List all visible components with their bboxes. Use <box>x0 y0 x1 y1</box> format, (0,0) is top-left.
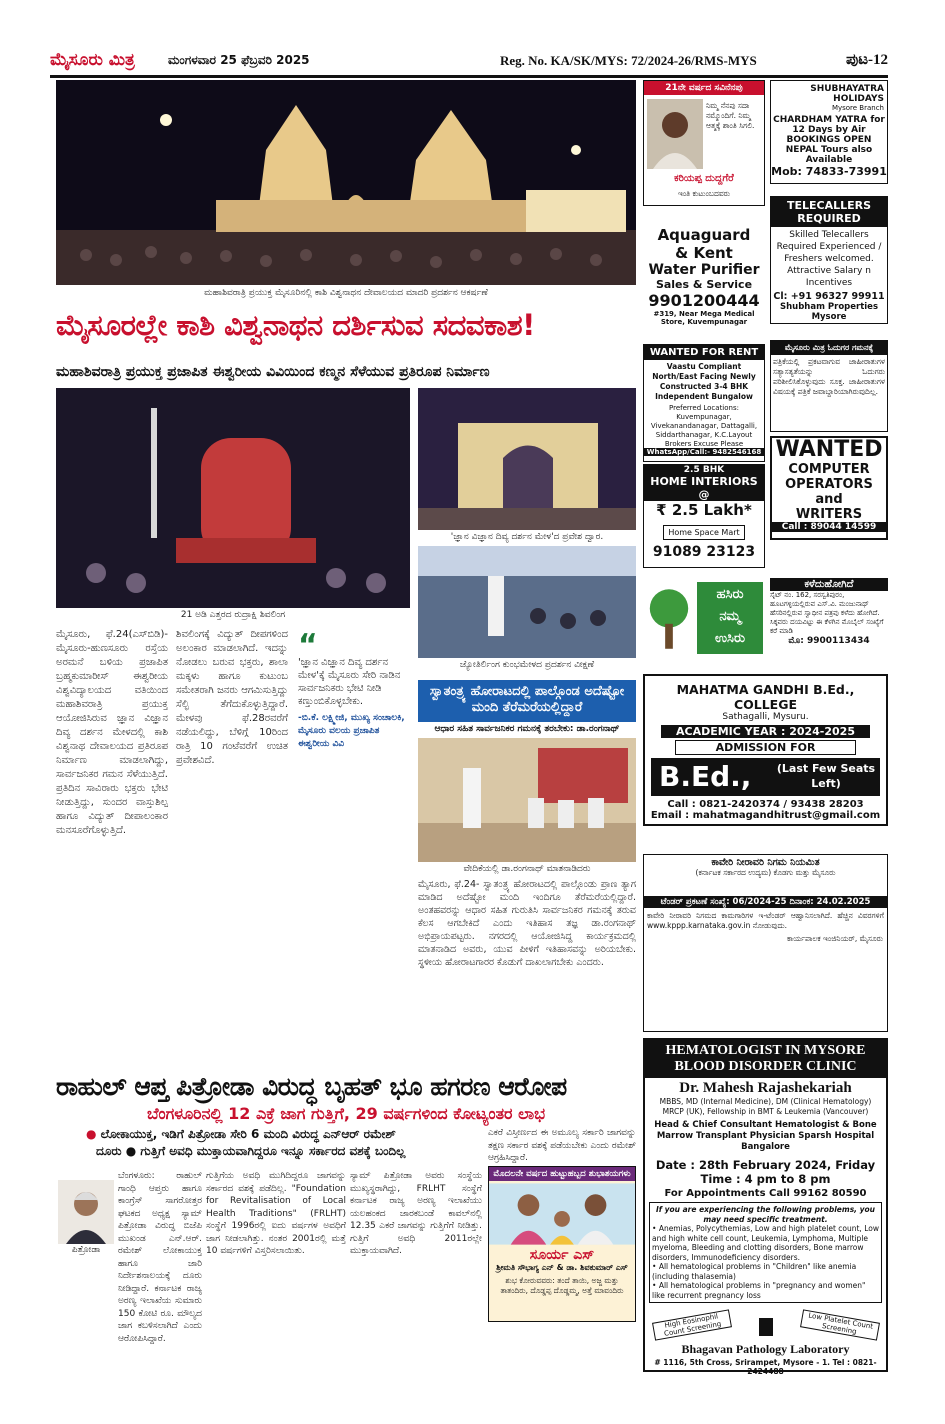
clinic-date: Date : 28th February 2024, Friday <box>655 1158 876 1172</box>
wanted-line1: COMPUTER <box>788 462 870 477</box>
shivalinga-caption: 21 ಅಡಿ ಎತ್ತರದ ರುದ್ರಾಕ್ಷಿ ಶಿವಲಿಂಗ <box>180 610 286 620</box>
tender-notice: ಟೆಂಡರ್ ಪ್ರಕಟಣೆ ಸಂಖ್ಯೆ: 06/2024-25 ದಿನಾಂಕ: 24.02.2025 <box>644 896 887 908</box>
college-admission: ADMISSION FOR <box>675 740 856 755</box>
lead-body-col1: ಮೈಸೂರು, ಫೆ.24(ಎಸ್‌ಬಿಡಿ)- ಮೈಸೂರು-ಹುಣಸೂರು ರಸ್ತೆಯ ಅರಮನೆ ಬಳಿಯ ಪ್ರಜಾಪಿತ ಬ್ರಹ್ಮಕುಮಾರೀಸ್ ಈಶ್ವರೀಯ ವಿಶ್ವವಿದ್ಯಾಲಯದ ವತಿಯಿಂದ ಮಹಾಶಿವರಾತ್ರಿ ಪ್ರಯುಕ್ತ ಆಯೋಜಿಸಿರುವ ಜ್ಞಾನ ವಿಜ್ಞಾನ ದಿವ್ಯ ದರ್ಶನ ಮೇಳದಲ್ಲಿ ಕಾಶಿ ವಿಶ್ವನಾಥ ದೇವಾಲಯದ ಪ್ರತಿರೂಪ ನಿರ್ಮಾಣ ಮಾಡಲಾಗಿದ್ದು, ಸಾರ್ವಜನಿಕರ ಗಮನ ಸೆಳೆಯುತ್ತಿದೆ. ಪ್ರತಿದಿನ ಸಾವಿರಾರು ಭಕ್ತರು ಭೇಟಿ ನೀಡುತ್ತಿದ್ದು, ಸುಂದರ ವಾಸ್ತುಶಿಲ್ಪ ಹಾಗೂ ವಿದ್ಯುತ್ ದೀಪಾಲಂಕಾರ ಮನಸೂರೆಗೊಳ್ಳುತ್ತಿದೆ. <box>56 629 168 836</box>
lost-body: ಸೈಟ್ ನಂ. 162, ಸರಸ್ವತಿಪುರಂ, ಹೂಟಗಳ್ಳಿಯಲ್ಲಿರುವ ಎಸ್.ವಿ. ಮಂಜುನಾಥ್ ಹೆಸರಿನಲ್ಲಿರುವ ಸ್ವಾಧೀನ ಪತ್ರವು ಕಳೆದು ಹೋಗಿದೆ. ಸಿಕ್ಕವರು ದಯವಿಟ್ಟು ಈ ಕೆಳಗಿನ ಮೊಬೈಲ್ ಸಂಖ್ಯೆಗೆ ಕರೆ ಮಾಡಿ <box>770 591 884 635</box>
telecaller-phone: Cl: +91 96327 99911 <box>773 291 885 302</box>
college-title: MAHATMA GANDHI B.Ed., COLLEGE <box>676 682 855 712</box>
tribute-name: ಕರಿಯಪ್ಪ ದುದ್ದಗೆರೆ <box>674 173 734 184</box>
story2-subhead: ಬೆಂಗಳೂರಿನಲ್ಲಿ 12 ಎಕ್ರೆ ಜಾಗ ಗುತ್ತಿಗೆ, 29 ವರ್ಷಗಳಿಂದ ಕೋಟ್ಯಂತರ ಲಾಭ <box>146 1104 546 1123</box>
water-line2: & Kent <box>675 244 733 262</box>
college-year: ACADEMIC YEAR : 2024-2025 <box>661 725 870 738</box>
rent-title: WANTED FOR RENT <box>644 345 764 360</box>
rent-phone: WhatsApp/Call:- 9482546168 <box>644 448 764 456</box>
wanted-title: WANTED <box>775 437 883 462</box>
clinic-doctor: Dr. Mahesh Rajashekariah <box>679 1080 852 1096</box>
speaker-illustration <box>418 738 636 862</box>
tender-signoff: ಕಾರ್ಯಪಾಲಕ ಇಂಜಿನಿಯರ್, ಮೈಸೂರು <box>787 934 883 943</box>
entrance-gate-caption: 'ಜ್ಞಾನ ವಿಜ್ಞಾನ ದಿವ್ಯ ದರ್ಶನ ಮೇಳ'ದ ಪ್ರವೇಶ ದ್ವಾರ. <box>450 532 604 542</box>
kumbhamela-illustration <box>418 546 636 658</box>
green-line3: ಉಸಿರು <box>715 631 745 646</box>
clinic-symptoms-box <box>649 1202 882 1303</box>
clinic-time: Time : 4 pm to 8 pm <box>700 1172 831 1186</box>
lost-document-ad <box>770 578 888 658</box>
side-story-byline: ಆಧಾರ ಸಹಿತ ಸಾರ್ವಜನಿಕರ ಗಮನಕ್ಕೆ ತರಬೇಕು: ಡಾ.ರಂಗನಾಥ್ <box>434 724 620 734</box>
travel-branch: Mysore Branch <box>831 104 884 112</box>
green-box <box>697 582 763 654</box>
green-line2: ನಮ್ಮ <box>719 609 741 624</box>
entrance-gate-illustration <box>418 388 636 530</box>
clinic-symptom3: • All hematological problems in "pregnancy and women" like recurrent pregnancy loss <box>652 1281 866 1300</box>
bullet-icon: ● <box>86 1127 97 1141</box>
clinic-role: Head & Chief Consultant Hematologist & Bone Marrow Transplant Physician Sparsh Hospital Bangalore <box>654 1120 877 1152</box>
telecaller-title: TELECALLERS REQUIRED <box>771 197 887 227</box>
college-seats: (Last Few Seats Left) <box>776 762 876 790</box>
lead-body-col2: ಶಿವಲಿಂಗಕ್ಕೆ ವಿದ್ಯುತ್ ದೀಪಗಳಿಂದ ಅಲಂಕಾರ ಮಾಡಲಾಗಿದೆ. ಇದನ್ನು ನೋಡಲು ಬರುವ ಭಕ್ತರು, ಶಾಲಾ ಮಕ್ಕಳು ಹಾಗೂ ಕುಟುಂಬ ಸಮೇತರಾಗಿ ಜನರು ಆಗಮಿಸುತ್ತಿದ್ದು ಸೆಲ್ಫಿ ತೆಗೆದುಕೊಳ್ಳುತ್ತಿದ್ದಾರೆ. ಮೇಳವು ಫೆ.28ರವರೆಗೆ ನಡೆಯಲಿದ್ದು, ಬೆಳಿಗ್ಗೆ 10ರಿಂದ ರಾತ್ರಿ 10 ಗಂಟೆವರೆಗೆ ಉಚಿತ ಪ್ರವೇಶವಿದೆ. <box>176 629 288 766</box>
clinic-appointments: For Appointments Call 99162 80590 <box>664 1188 867 1199</box>
masthead-logo: ಮೈಸೂರು ಮಿತ್ರ <box>50 50 135 70</box>
masthead-bar <box>50 48 888 74</box>
registration-number: Reg. No. KA/SK/MYS: 72/2024-26/RMS-MYS <box>500 53 757 68</box>
notice-title: ಮೈಸೂರು ಮಿತ್ರ ಓದುಗರ ಗಮನಕ್ಕೆ <box>771 341 887 355</box>
lost-title: ಕಳೆದುಹೋಗಿದೆ <box>770 578 888 591</box>
story2-headline: ರಾಹುಲ್ ಆಪ್ತ ಪಿತ್ರೋಡಾ ವಿರುದ್ಧ ಬೃಹತ್ ಭೂ ಹಗರಣ ಆರೋಪ <box>56 1072 567 1101</box>
birthday-parents: ಶ್ರೀಮತಿ ಸೌಭಾಗ್ಯ ಎನ್ & ಡಾ. ಶಿವಕುಮಾರ್ ಎಸ್ <box>496 1263 628 1272</box>
tribute-title: 21ನೇ ವರ್ಷದ ಸವಿನೆನಪು <box>644 81 764 95</box>
travel-phone: Mob: 74833-73991 <box>771 165 887 178</box>
telecaller-body: Skilled Telecallers Required Experienced / Freshers welcomed. Attractive Salary n Incentives <box>776 230 882 288</box>
wanted-ad <box>770 436 888 540</box>
water-address: #319, Near Mega Medical Store, Kuvempunagar <box>653 310 755 326</box>
kumbhamela-photo <box>418 546 636 658</box>
shivalinga-photo <box>56 388 410 608</box>
side-story-headline: ಸ್ವಾತಂತ್ರ್ಯ ಹೋರಾಟದಲ್ಲಿ ಪಾಲ್ಗೊಂಡ ಅದೆಷ್ಟೋ ಮಂದಿ ತೆರೆಮರೆಯಲ್ಲಿದ್ದಾರೆ <box>418 680 636 722</box>
green-line1: ಹಸಿರು <box>716 587 744 602</box>
tender-title: ಕಾವೇರಿ ನೀರಾವರಿ ನಿಗಮ ನಿಯಮಿತ <box>711 857 820 868</box>
story2-bullet2: ದೂರು ● ಗುತ್ತಿಗೆ ಅವಧಿ ಮುಕ್ತಾಯವಾಗಿದ್ದರೂ ಇನ್ನೂ ಸರ್ಕಾರದ ವಶಕ್ಕೆ ಬಂದಿಲ್ಲ <box>96 1144 406 1158</box>
family-photo <box>489 1183 635 1245</box>
water-line3: Water Purifier <box>648 262 760 278</box>
interior-line1: 2.5 BHK <box>644 465 764 475</box>
travel-line1: CHARDHAM YATRA for 12 Days by Air <box>773 115 885 135</box>
temple-photo-caption: ಮಹಾಶಿವರಾತ್ರಿ ಪ್ರಯುಕ್ತ ಮೈಸೂರಿನಲ್ಲಿ ಕಾಶಿ ವಿಶ್ವನಾಥನ ದೇವಾಲಯದ ಮಾದರಿ ಪ್ರದರ್ಶನ ಆಕರ್ಷಣೆ <box>204 288 488 298</box>
water-purifier-ad <box>643 226 765 330</box>
interior-price: ₹ 2.5 Lakh* <box>656 501 752 519</box>
telecaller-company: Shubham Properties Mysore <box>779 302 878 322</box>
college-course: B.Ed., <box>659 760 752 793</box>
kumbhamela-caption: ಜ್ಯೋತಿರ್ಲಿಂಗ ಕುಂಭಮೇಳದ ಪ್ರದರ್ಶನ ವೀಕ್ಷಣೆ <box>459 660 595 670</box>
clinic-title2: BLOOD DISORDER CLINIC <box>674 1059 857 1074</box>
pitroda-photo <box>58 1180 114 1244</box>
clinic-symptom1: • Anemias, Polycythemias, Low and high platelet count, Low and high white cell count, Leukemia, Lymphoma, Multiple myeloma, Bleeding and clotting disorders, Bone marrow disorders, Immunodeficiency disorders. <box>652 1224 879 1262</box>
travel-line2: BOOKINGS OPEN <box>786 135 872 145</box>
tribute-text: ನಿಮ್ಮ ನೆನಪು ಸದಾ ನಮ್ಮೊಂದಿಗೆ. ನಿಮ್ಮ ಆತ್ಮಕ್ಕೆ ಶಾಂತಿ ಸಿಗಲಿ. <box>706 101 755 130</box>
lost-phone: ಮೊ: 9900113434 <box>788 636 870 646</box>
story2-col2: ಗುತ್ತಿಗೆಯ ಅವಧಿ ಮುಗಿದಿದ್ದರೂ ಜಾಗವನ್ನು ಸರ್ಕಾರದ ವಶಕ್ಕೆ ಪಡೆದಿಲ್ಲ. "Foundation for Revitalisation of Local Health Traditions" (FRLHT) ಸಂಸ್ಥೆಗೆ 1996ರಲ್ಲಿ ಐದು ವರ್ಷಗಳ ಅವಧಿಗೆ ಜಾಗ ನೀಡಲಾಗಿತ್ತು. ನಂತರ 2001ರಲ್ಲಿ ಮತ್ತೆ 10 ವರ್ಷಗಳಿಗೆ ವಿಸ್ತರಿಸಲಾಯಿತು. <box>206 1171 346 1256</box>
travel-brand: SHUBHAYATRA HOLIDAYS <box>810 84 884 104</box>
tender-subtitle: (ಕರ್ನಾಟಕ ಸರ್ಕಾರದ ಉದ್ಯಮ) ಕೊಡಗು ಮತ್ತು ಮೈಸೂರು <box>695 868 836 877</box>
lab-logo-icon <box>759 1318 773 1336</box>
wanted-line2: OPERATORS <box>785 477 873 492</box>
travel-line3: NEPAL Tours also Available <box>785 145 873 165</box>
rent-body: Vaastu Compliant North/East Facing Newly Constructed 3-4 BHK Independent Bungalow <box>652 362 756 401</box>
lead-quote <box>298 628 410 751</box>
birthday-wishes: ಶುಭ ಕೋರುವವರು: ತಂದೆ ತಾಯಿ, ಅಜ್ಜ ಮತ್ತು ತಾತಂದಿರು, ದೊಡ್ಡಪ್ಪ ದೊಡ್ಡಮ್ಮ, ಅತ್ತೆ ಮಾವಂದಿರು <box>500 1276 624 1295</box>
quote-mark: “ <box>298 628 318 663</box>
college-course-box <box>651 758 880 796</box>
speaker-caption: ವೇದಿಕೆಯಲ್ಲಿ ಡಾ.ರಂಗನಾಥ್ ಮಾತನಾಡಿದರು <box>463 864 591 874</box>
wanted-line3: and <box>815 492 843 507</box>
story2-col1: ಬೆಂಗಳೂರು: ರಾಹುಲ್ ಗಾಂಧಿ ಆಪ್ತರು ಹಾಗೂ ಕಾಂಗ್ರೆಸ್ ಸಾಗರೋತ್ತರ ಘಟಕದ ಅಧ್ಯಕ್ಷ ಸ್ಯಾಮ್ ಪಿತ್ರೋಡಾ ವಿರುದ್ಧ ಬಿಜೆಪಿ ಮುಖಂಡ ಎನ್.ಆರ್. ರಮೇಶ್ ಲೋಕಾಯುಕ್ತ ಹಾಗೂ ಜಾರಿ ನಿರ್ದೇಶನಾಲಯಕ್ಕೆ ದೂರು ನೀಡಿದ್ದಾರೆ. ಕರ್ನಾಟಕ ರಾಜ್ಯ ಅರಣ್ಯ ಇಲಾಖೆಯ ಸುಮಾರು 150 ಕೋಟಿ ರೂ. ಮೌಲ್ಯದ ಜಾಗ ಕಬಳಿಸಲಾಗಿದೆ ಎಂದು ಆರೋಪಿಸಿದ್ದಾರೆ. <box>118 1171 202 1344</box>
side-story-body: ಮೈಸೂರು, ಫೆ.24- ಸ್ವಾತಂತ್ರ್ಯ ಹೋರಾಟದಲ್ಲಿ ಪಾಲ್ಗೊಂಡು ಪ್ರಾಣ ತ್ಯಾಗ ಮಾಡಿದ ಅದೆಷ್ಟೋ ಮಂದಿ ಇಂದಿಗೂ ತೆರೆಮರೆಯಲ್ಲಿದ್ದಾರೆ. ಅಂತಹವರನ್ನು ಆಧಾರ ಸಹಿತ ಗುರುತಿಸಿ ಸಾರ್ವಜನಿಕರ ಗಮನಕ್ಕೆ ತರುವ ಕೆಲಸ ಆಗಬೇಕಿದೆ ಎಂದು ಇತಿಹಾಸ ತಜ್ಞ ಡಾ.ರಂಗನಾಥ್ ಅಭಿಪ್ರಾಯಪಟ್ಟರು. ನಗರದಲ್ಲಿ ಆಯೋಜಿಸಿದ್ದ ಕಾರ್ಯಕ್ರಮದಲ್ಲಿ ಮಾತನಾಡಿದ ಅವರು, ಯುವ ಪೀಳಿಗೆ ಇತಿಹಾಸವನ್ನು ಅರಿಯಬೇಕು. ಸ್ಥಳೀಯ ಹೋರಾಟಗಾರರ ಕೊಡುಗೆ ದಾಖಲಾಗಬೇಕು ಎಂದರು. <box>418 879 636 968</box>
pitroda-caption: ಪಿತ್ರೋಡಾ <box>71 1245 101 1255</box>
jobs-notice-ad <box>770 340 888 432</box>
story2-col1b <box>58 1262 200 1320</box>
clinic-quals: MBBS, MD (Internal Medicine), DM (Clinical Hematology) MRCP (UK), Fellowship in BMT & Leukemia (Vancouver) <box>659 1097 872 1116</box>
clinic-address: # 1116, 5th Cross, Srirampet, Mysore - 1. Tel : 0821-2424488 <box>654 1358 877 1376</box>
story2-col4: ಎಕರೆ ವಿಸ್ತೀರ್ಣದ ಈ ಅಮೂಲ್ಯ ಸರ್ಕಾರಿ ಜಾಗವನ್ನು ತಕ್ಷಣ ಸರ್ಕಾರ ವಶಕ್ಕೆ ಪಡೆಯಬೇಕು ಎಂದು ರಮೇಶ್ ಆಗ್ರಹಿಸಿದ್ದಾರೆ. <box>488 1128 636 1163</box>
page-number: ಪುಟ-12 <box>845 52 888 68</box>
clinic-title-box <box>645 1040 886 1078</box>
interior-brand: Home Space Mart <box>663 525 744 540</box>
quote-attribution: -ಬಿ.ಕೆ. ಲಕ್ಷ್ಮೀಜಿ, ಮುಖ್ಯ ಸಂಚಾಲಕಿ, ಮೈಸೂರು ವಲಯ ಪ್ರಜಾಪಿತ ಈಶ್ವರೀಯ ವಿವಿ <box>298 713 405 749</box>
home-interior-ad <box>643 464 765 568</box>
notice-body: ಪತ್ರಿಕೆಯಲ್ಲಿ ಪ್ರಕಟವಾಗುವ ಜಾಹೀರಾತುಗಳ ಸತ್ಯಾಸತ್ಯತೆಯನ್ನು ಓದುಗರು ಪರಿಶೀಲಿಸಿಕೊಳ್ಳುವುದು ಸೂಕ್ತ. ಜಾಹೀರಾತುಗಳ ವಿಷಯಕ್ಕೆ ಪತ್ರಿಕೆ ಜವಾಬ್ದಾರಿಯಾಗಿರುವುದಿಲ್ಲ. <box>773 357 885 396</box>
clinic-symptom2: • All hematological problems in "Children" like anemia (including thalasemia) <box>652 1262 857 1281</box>
water-phone: 9901200444 <box>648 291 760 310</box>
water-line1: Aquaguard <box>657 226 751 244</box>
interior-phone: 91089 23123 <box>652 544 756 560</box>
rent-note: Brokers Excuse Please <box>664 440 744 448</box>
tree-icon <box>645 584 693 654</box>
rent-prefs: Preferred Locations: Kuvempunagar, Vivekanandanagar, Dattagalli, Siddarthanagar, K.C.Layout <box>650 404 758 439</box>
speaker-photo <box>418 738 636 862</box>
header-rule <box>50 75 888 78</box>
temple-photo <box>56 80 636 285</box>
tender-notice-ad <box>643 854 888 1032</box>
lead-headline: ಮೈಸೂರಲ್ಲೇ ಕಾಶಿ ವಿಶ್ವನಾಥನ ದರ್ಶಿಸುವ ಸದವಕಾಶ! <box>56 308 535 342</box>
clinic-stamp-high: High Eosinophil Count Screening <box>652 1309 732 1340</box>
story2-bullet1-text: ಲೋಕಾಯುಕ್ತ, ಇಡಿಗೆ ಪಿತ್ರೋಡಾ ಸೇರಿ 6 ಮಂದಿ ವಿರುದ್ಧ ಎನ್‌ಆರ್ ರಮೇಶ್ <box>100 1127 396 1141</box>
college-phone: Call : 0821-2420374 / 93438 28203 <box>667 799 864 810</box>
green-slogan-ad <box>643 578 765 658</box>
story2-col3: ಸ್ಯಾಮ್ ಪಿತ್ರೋಡಾ ಅವರು ಸಂಸ್ಥೆಯ ಮುಖ್ಯಸ್ಥರಾಗಿದ್ದು, FRLHT ಸಂಸ್ಥೆಗೆ ಕರ್ನಾಟಕ ರಾಜ್ಯ ಅರಣ್ಯ ಇಲಾಖೆಯು ಯಲಹಂಕದ ಜಾರಕಬಂಡೆ ಕಾವಲ್‌ನಲ್ಲಿ 12.35 ಎಕರೆ ಜಾಗವನ್ನು ಗುತ್ತಿಗೆಗೆ ನೀಡಿತ್ತು. ಗುತ್ತಿಗೆ ಅವಧಿ 2011ರಲ್ಲೇ ಮುಕ್ತಾಯವಾಗಿದೆ. <box>350 1171 482 1256</box>
lead-subhead: ಮಹಾಶಿವರಾತ್ರಿ ಪ್ರಯುಕ್ತ ಪ್ರಜಾಪಿತ ಈಶ್ವರೀಯ ವಿವಿಯಿಂದ ಕಣ್ಮನ ಸೆಳೆಯುವ ಪ್ರತಿರೂಪ ನಿರ್ಮಾಣ <box>56 364 490 380</box>
travel-ad <box>770 80 888 184</box>
water-line4: Sales & Service <box>655 278 753 291</box>
college-location: Sathagalli, Mysuru. <box>722 712 809 722</box>
clinic-title1: HEMATOLOGIST IN MYSORE <box>665 1043 866 1058</box>
wanted-line4: WRITERS <box>795 507 863 522</box>
birthday-title: ಮೊದಲನೇ ವರ್ಷದ ಹುಟ್ಟುಹಬ್ಬದ ಶುಭಾಶಯಗಳು <box>489 1167 635 1181</box>
issue-date: ಮಂಗಳವಾರ 25 ಫೆಬ್ರವರಿ 2025 <box>168 53 310 67</box>
clinic-stamp-low: Low Platelet Count Screening <box>800 1309 880 1340</box>
telecaller-ad <box>770 196 888 324</box>
college-ad <box>643 674 888 826</box>
rent-ad <box>643 344 765 462</box>
clinic-symptoms-intro: If you are experiencing the following problems, you may need specific treatment. <box>655 1205 876 1224</box>
quote-text: 'ಜ್ಞಾನ ವಿಜ್ಞಾನ ದಿವ್ಯ ದರ್ಶನ ಮೇಳ'ಕ್ಕೆ ಮೈಸೂರು ಸೇರಿ ನಾಡಿನ ಸಾರ್ವಜನಿಕರು ಭೇಟಿ ನೀಡಿ ಕಣ್ತುಂಬಿಕೊಳ್ಳಬೇಕು. <box>298 657 401 707</box>
college-email: Email : mahatmagandhitrust@gmail.com <box>650 810 881 821</box>
temple-illustration <box>56 80 636 285</box>
clinic-ad <box>643 1038 888 1376</box>
tender-body: ಕಾವೇರಿ ನೀರಾವರಿ ನಿಗಮದ ಕಾಮಗಾರಿಗಳ ಇ-ಟೆಂಡರ್ ಆಹ್ವಾನಿಸಲಾಗಿದೆ. ಹೆಚ್ಚಿನ ವಿವರಗಳಿಗೆ www.kppp.karnataka.gov.in ನೋಡುವುದು. <box>647 911 884 930</box>
story2-bullet1 <box>86 1127 396 1142</box>
interior-line2: HOME INTERIORS @ <box>644 475 764 501</box>
entrance-gate-photo <box>418 388 636 530</box>
shivalinga-illustration <box>56 388 410 608</box>
clinic-lab: Bhagavan Pathology Laboratory <box>681 1342 850 1356</box>
wanted-phone: Call : 89044 14599 <box>772 522 886 532</box>
pitroda-portrait <box>58 1180 114 1244</box>
birthday-ad <box>488 1166 636 1322</box>
birthday-name: ಸೂರ್ಯ ಎಸ್ <box>529 1247 595 1263</box>
tribute-ad <box>643 80 765 206</box>
tribute-from: ಇಂತಿ ಕುಟುಂಬದವರು <box>677 189 730 198</box>
tribute-portrait <box>647 99 703 169</box>
